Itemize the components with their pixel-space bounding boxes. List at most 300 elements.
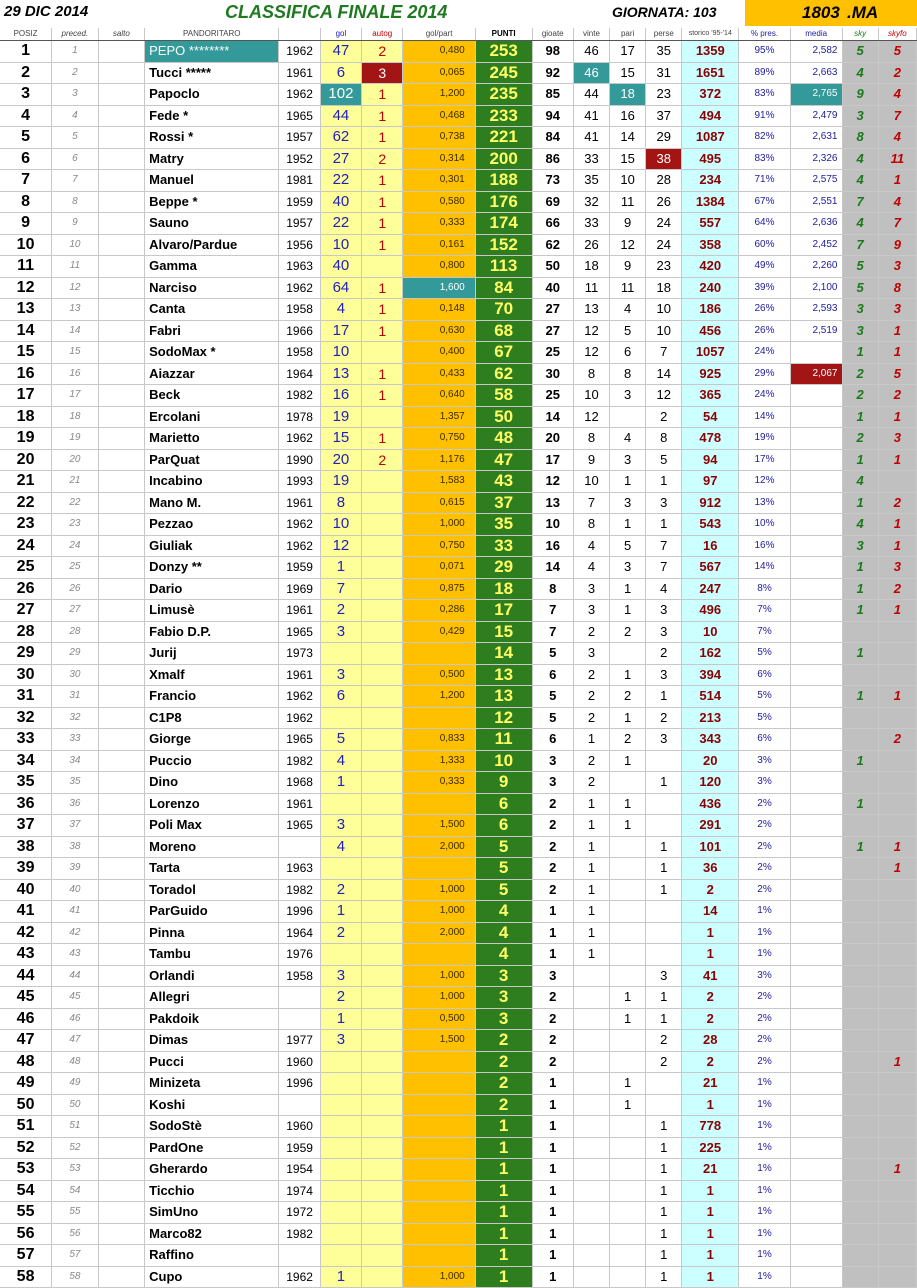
cell-perse: 29 bbox=[646, 127, 682, 149]
cell-pari: 17 bbox=[610, 41, 646, 63]
cell-autog bbox=[362, 600, 403, 622]
cell-giocate: 5 bbox=[532, 686, 573, 708]
cell-gol bbox=[320, 944, 361, 966]
cell-pres: 2% bbox=[739, 1030, 791, 1052]
cell-pos: 4 bbox=[0, 105, 52, 127]
cell-giocate: 1 bbox=[532, 944, 573, 966]
cell-prev: 5 bbox=[52, 127, 98, 149]
cell-vinte: 1 bbox=[573, 729, 609, 751]
cell-name: Xmalf bbox=[145, 664, 279, 686]
table-row bbox=[0, 793, 917, 815]
cell-sky: 1 bbox=[842, 449, 878, 471]
cell-sky bbox=[842, 901, 878, 923]
cell-gol-part: 0,071 bbox=[403, 557, 475, 579]
cell-year: 1959 bbox=[279, 557, 320, 579]
cell-vinte: 12 bbox=[573, 342, 609, 364]
cell-punti: 58 bbox=[475, 385, 532, 407]
cell-salto bbox=[98, 836, 144, 858]
cell-punti: 233 bbox=[475, 105, 532, 127]
cell-gol-part bbox=[403, 1116, 475, 1138]
cell-gol-part: 0,615 bbox=[403, 492, 475, 514]
matchday-label: GIORNATA: 103 bbox=[612, 4, 717, 20]
cell-pari: 1 bbox=[610, 471, 646, 493]
cell-skyfo: 1 bbox=[878, 1051, 916, 1073]
cell-year: 1958 bbox=[279, 342, 320, 364]
cell-sky bbox=[842, 621, 878, 643]
cell-autog: 1 bbox=[362, 277, 403, 299]
cell-gol bbox=[320, 1073, 361, 1095]
cell-pos: 44 bbox=[0, 965, 52, 987]
cell-storico: 36 bbox=[682, 858, 739, 880]
cell-year: 1962 bbox=[279, 84, 320, 106]
cell-sky: 9 bbox=[842, 84, 878, 106]
cell-giocate: 6 bbox=[532, 729, 573, 751]
cell-prev: 29 bbox=[52, 643, 98, 665]
table-row bbox=[0, 557, 917, 579]
cell-storico: 225 bbox=[682, 1137, 739, 1159]
cell-sky: 5 bbox=[842, 41, 878, 63]
cell-storico: 1384 bbox=[682, 191, 739, 213]
cell-skyfo: 1 bbox=[878, 1159, 916, 1181]
table-row bbox=[0, 1051, 917, 1073]
cell-pari bbox=[610, 643, 646, 665]
cell-storico: 2 bbox=[682, 1051, 739, 1073]
cell-sky: 2 bbox=[842, 428, 878, 450]
table-row bbox=[0, 1159, 917, 1181]
cell-gol-part bbox=[403, 707, 475, 729]
cell-storico: 912 bbox=[682, 492, 739, 514]
cell-autog: 1 bbox=[362, 363, 403, 385]
cell-pres: 82% bbox=[739, 127, 791, 149]
cell-skyfo: 4 bbox=[878, 191, 916, 213]
cell-autog: 1 bbox=[362, 385, 403, 407]
cell-skyfo: 1 bbox=[878, 535, 916, 557]
cell-skyfo bbox=[878, 965, 916, 987]
cell-year: 1959 bbox=[279, 191, 320, 213]
cell-gol-part: 0,875 bbox=[403, 578, 475, 600]
cell-skyfo: 1 bbox=[878, 686, 916, 708]
cell-year: 1962 bbox=[279, 514, 320, 536]
cell-pari: 10 bbox=[610, 170, 646, 192]
cell-media: 2,452 bbox=[790, 234, 842, 256]
cell-salto bbox=[98, 686, 144, 708]
cell-salto bbox=[98, 1245, 144, 1267]
cell-prev: 38 bbox=[52, 836, 98, 858]
cell-pos: 45 bbox=[0, 987, 52, 1009]
cell-giocate: 2 bbox=[532, 1008, 573, 1030]
cell-gol: 3 bbox=[320, 664, 361, 686]
cell-punti: 43 bbox=[475, 471, 532, 493]
cell-prev: 43 bbox=[52, 944, 98, 966]
table-row bbox=[0, 127, 917, 149]
cell-vinte bbox=[573, 1073, 609, 1095]
cell-perse: 7 bbox=[646, 557, 682, 579]
cell-year: 1965 bbox=[279, 105, 320, 127]
standings-table bbox=[0, 28, 917, 1288]
cell-autog bbox=[362, 256, 403, 278]
cell-perse: 10 bbox=[646, 299, 682, 321]
cell-sky bbox=[842, 1202, 878, 1224]
cell-prev: 33 bbox=[52, 729, 98, 751]
cell-sky bbox=[842, 729, 878, 751]
cell-pari bbox=[610, 1116, 646, 1138]
cell-giocate: 2 bbox=[532, 879, 573, 901]
cell-sky bbox=[842, 1008, 878, 1030]
cell-prev: 50 bbox=[52, 1094, 98, 1116]
cell-pari: 16 bbox=[610, 105, 646, 127]
cell-salto bbox=[98, 256, 144, 278]
cell-media: 2,519 bbox=[790, 320, 842, 342]
cell-prev: 3 bbox=[52, 84, 98, 106]
col-prev: preced. bbox=[52, 28, 98, 41]
cell-giocate: 30 bbox=[532, 363, 573, 385]
cell-punti: 3 bbox=[475, 1008, 532, 1030]
cell-skyfo: 4 bbox=[878, 84, 916, 106]
cell-prev: 52 bbox=[52, 1137, 98, 1159]
cell-media bbox=[790, 815, 842, 837]
cell-pres: 29% bbox=[739, 363, 791, 385]
cell-media bbox=[790, 901, 842, 923]
cell-perse: 3 bbox=[646, 621, 682, 643]
cell-sky bbox=[842, 664, 878, 686]
cell-gol: 4 bbox=[320, 750, 361, 772]
cell-prev: 6 bbox=[52, 148, 98, 170]
cell-perse: 23 bbox=[646, 256, 682, 278]
cell-gol: 17 bbox=[320, 320, 361, 342]
cell-punti: 176 bbox=[475, 191, 532, 213]
cell-gol-part bbox=[403, 793, 475, 815]
cell-autog: 1 bbox=[362, 299, 403, 321]
cell-punti: 2 bbox=[475, 1073, 532, 1095]
cell-giocate: 3 bbox=[532, 750, 573, 772]
table-row bbox=[0, 729, 917, 751]
cell-punti: 200 bbox=[475, 148, 532, 170]
cell-sky bbox=[842, 987, 878, 1009]
cell-pos: 43 bbox=[0, 944, 52, 966]
cell-perse: 2 bbox=[646, 707, 682, 729]
cell-prev: 44 bbox=[52, 965, 98, 987]
table-row bbox=[0, 148, 917, 170]
cell-vinte: 11 bbox=[573, 277, 609, 299]
cell-pari bbox=[610, 1245, 646, 1267]
cell-prev: 30 bbox=[52, 664, 98, 686]
cell-media bbox=[790, 385, 842, 407]
cell-prev: 31 bbox=[52, 686, 98, 708]
cell-punti: 1 bbox=[475, 1116, 532, 1138]
table-row bbox=[0, 492, 917, 514]
cell-pos: 38 bbox=[0, 836, 52, 858]
cell-autog bbox=[362, 1008, 403, 1030]
cell-gol bbox=[320, 1137, 361, 1159]
cell-pres: 16% bbox=[739, 535, 791, 557]
cell-salto bbox=[98, 1030, 144, 1052]
cell-perse: 1 bbox=[646, 1137, 682, 1159]
cell-sky bbox=[842, 1137, 878, 1159]
cell-pari: 1 bbox=[610, 750, 646, 772]
table-row bbox=[0, 342, 917, 364]
cell-storico: 372 bbox=[682, 84, 739, 106]
cell-perse bbox=[646, 750, 682, 772]
cell-year: 1962 bbox=[279, 686, 320, 708]
cell-punti: 245 bbox=[475, 62, 532, 84]
cell-year: 1965 bbox=[279, 621, 320, 643]
cell-autog: 2 bbox=[362, 449, 403, 471]
cell-punti: 62 bbox=[475, 363, 532, 385]
cell-pres: 8% bbox=[739, 578, 791, 600]
cell-vinte: 12 bbox=[573, 320, 609, 342]
cell-autog bbox=[362, 1137, 403, 1159]
cell-sky: 1 bbox=[842, 750, 878, 772]
cell-perse: 1 bbox=[646, 1223, 682, 1245]
cell-punti: 5 bbox=[475, 879, 532, 901]
cell-gol: 3 bbox=[320, 1030, 361, 1052]
cell-gol-part bbox=[403, 1202, 475, 1224]
cell-sky: 1 bbox=[842, 836, 878, 858]
cell-media bbox=[790, 342, 842, 364]
cell-skyfo bbox=[878, 815, 916, 837]
cell-pos: 14 bbox=[0, 320, 52, 342]
cell-vinte bbox=[573, 1180, 609, 1202]
cell-storico: 2 bbox=[682, 879, 739, 901]
cell-sky bbox=[842, 879, 878, 901]
cell-autog bbox=[362, 578, 403, 600]
cell-vinte: 8 bbox=[573, 514, 609, 536]
cell-name: Francio bbox=[145, 686, 279, 708]
cell-pos: 21 bbox=[0, 471, 52, 493]
cell-skyfo: 3 bbox=[878, 299, 916, 321]
cell-name: Toradol bbox=[145, 879, 279, 901]
cell-gol: 1 bbox=[320, 1008, 361, 1030]
cell-autog: 1 bbox=[362, 234, 403, 256]
cell-perse: 1 bbox=[646, 686, 682, 708]
cell-giocate: 1 bbox=[532, 1202, 573, 1224]
cell-year: 1976 bbox=[279, 944, 320, 966]
cell-vinte: 1 bbox=[573, 836, 609, 858]
cell-punti: 68 bbox=[475, 320, 532, 342]
cell-gol bbox=[320, 1245, 361, 1267]
cell-pari: 1 bbox=[610, 514, 646, 536]
table-row bbox=[0, 1137, 917, 1159]
cell-media bbox=[790, 600, 842, 622]
cell-autog bbox=[362, 1223, 403, 1245]
cell-pari: 11 bbox=[610, 191, 646, 213]
cell-pres: 2% bbox=[739, 793, 791, 815]
table-row bbox=[0, 1245, 917, 1267]
cell-year: 1961 bbox=[279, 492, 320, 514]
cell-storico: 495 bbox=[682, 148, 739, 170]
cell-salto bbox=[98, 41, 144, 63]
cell-punti: 6 bbox=[475, 815, 532, 837]
cell-punti: 3 bbox=[475, 965, 532, 987]
cell-pari: 12 bbox=[610, 234, 646, 256]
cell-media bbox=[790, 686, 842, 708]
cell-pos: 35 bbox=[0, 772, 52, 794]
cell-salto bbox=[98, 170, 144, 192]
cell-pari: 14 bbox=[610, 127, 646, 149]
cell-perse bbox=[646, 901, 682, 923]
cell-pos: 29 bbox=[0, 643, 52, 665]
cell-giocate: 2 bbox=[532, 815, 573, 837]
cell-punti: 1 bbox=[475, 1202, 532, 1224]
cell-salto bbox=[98, 1180, 144, 1202]
cell-skyfo: 2 bbox=[878, 578, 916, 600]
cell-pos: 40 bbox=[0, 879, 52, 901]
cell-name: Alvaro/Pardue bbox=[145, 234, 279, 256]
cell-prev: 42 bbox=[52, 922, 98, 944]
cell-name: Fede * bbox=[145, 105, 279, 127]
cell-vinte: 2 bbox=[573, 707, 609, 729]
cell-year: 1963 bbox=[279, 858, 320, 880]
cell-salto bbox=[98, 148, 144, 170]
cell-storico: 240 bbox=[682, 277, 739, 299]
cell-media bbox=[790, 449, 842, 471]
table-row bbox=[0, 643, 917, 665]
cell-gol: 1 bbox=[320, 772, 361, 794]
cell-name: Beck bbox=[145, 385, 279, 407]
cell-punti: 1 bbox=[475, 1180, 532, 1202]
cell-perse: 14 bbox=[646, 363, 682, 385]
cell-skyfo: 2 bbox=[878, 385, 916, 407]
cell-skyfo bbox=[878, 793, 916, 815]
cell-name: Poli Max bbox=[145, 815, 279, 837]
cell-gol: 1 bbox=[320, 901, 361, 923]
cell-skyfo bbox=[878, 1180, 916, 1202]
cell-autog bbox=[362, 1180, 403, 1202]
cell-vinte bbox=[573, 1051, 609, 1073]
cell-giocate: 1 bbox=[532, 1116, 573, 1138]
cell-perse: 2 bbox=[646, 1051, 682, 1073]
cell-vinte: 3 bbox=[573, 600, 609, 622]
cell-vinte: 2 bbox=[573, 621, 609, 643]
table-row bbox=[0, 428, 917, 450]
cell-prev: 41 bbox=[52, 901, 98, 923]
cell-sky: 1 bbox=[842, 492, 878, 514]
cell-sky bbox=[842, 922, 878, 944]
cell-pari: 3 bbox=[610, 492, 646, 514]
cell-prev: 9 bbox=[52, 213, 98, 235]
cell-prev: 4 bbox=[52, 105, 98, 127]
cell-year: 1962 bbox=[279, 41, 320, 63]
cell-pres: 7% bbox=[739, 600, 791, 622]
cell-pari bbox=[610, 1159, 646, 1181]
col-gol-part: gol/part bbox=[403, 28, 475, 41]
cell-gol-part: 1,000 bbox=[403, 1266, 475, 1288]
cell-name: Fabri bbox=[145, 320, 279, 342]
cell-sky: 4 bbox=[842, 213, 878, 235]
cell-gol: 13 bbox=[320, 363, 361, 385]
cell-gol: 4 bbox=[320, 836, 361, 858]
cell-perse bbox=[646, 1073, 682, 1095]
cell-storico: 1359 bbox=[682, 41, 739, 63]
cell-storico: 16 bbox=[682, 535, 739, 557]
col-gol: gol bbox=[320, 28, 361, 41]
col-name: PANDORITARO bbox=[145, 28, 279, 41]
cell-storico: 1087 bbox=[682, 127, 739, 149]
cell-autog bbox=[362, 858, 403, 880]
cell-pres: 14% bbox=[739, 406, 791, 428]
cell-media bbox=[790, 621, 842, 643]
cell-pos: 57 bbox=[0, 1245, 52, 1267]
cell-salto bbox=[98, 793, 144, 815]
cell-vinte: 44 bbox=[573, 84, 609, 106]
cell-punti: 47 bbox=[475, 449, 532, 471]
cell-gol-part: 0,468 bbox=[403, 105, 475, 127]
cell-sky: 1 bbox=[842, 793, 878, 815]
cell-punti: 188 bbox=[475, 170, 532, 192]
table-row bbox=[0, 600, 917, 622]
cell-gol-part: 0,640 bbox=[403, 385, 475, 407]
table-row bbox=[0, 965, 917, 987]
cell-sky: 3 bbox=[842, 320, 878, 342]
table-row bbox=[0, 41, 917, 63]
cell-storico: 358 bbox=[682, 234, 739, 256]
cell-pari: 1 bbox=[610, 1094, 646, 1116]
cell-gol-part: 1,000 bbox=[403, 965, 475, 987]
cell-name: Pakdoik bbox=[145, 1008, 279, 1030]
cell-sky bbox=[842, 772, 878, 794]
cell-pos: 58 bbox=[0, 1266, 52, 1288]
cell-name: Limusè bbox=[145, 600, 279, 622]
cell-pres: 6% bbox=[739, 664, 791, 686]
cell-vinte bbox=[573, 1094, 609, 1116]
cell-pos: 17 bbox=[0, 385, 52, 407]
table-row bbox=[0, 1094, 917, 1116]
cell-name: Pezzao bbox=[145, 514, 279, 536]
cell-media: 2,067 bbox=[790, 363, 842, 385]
cell-year: 1961 bbox=[279, 793, 320, 815]
cell-media bbox=[790, 729, 842, 751]
cell-gol bbox=[320, 1223, 361, 1245]
cell-pos: 34 bbox=[0, 750, 52, 772]
cell-gol-part: 0,630 bbox=[403, 320, 475, 342]
cell-perse: 37 bbox=[646, 105, 682, 127]
cell-autog: 1 bbox=[362, 105, 403, 127]
cell-media bbox=[790, 428, 842, 450]
cell-punti: 1 bbox=[475, 1266, 532, 1288]
cell-pari bbox=[610, 1180, 646, 1202]
cell-pres: 91% bbox=[739, 105, 791, 127]
cell-skyfo bbox=[878, 1245, 916, 1267]
cell-prev: 20 bbox=[52, 449, 98, 471]
cell-perse: 1 bbox=[646, 1245, 682, 1267]
cell-perse bbox=[646, 922, 682, 944]
cell-skyfo bbox=[878, 944, 916, 966]
cell-year: 1972 bbox=[279, 1202, 320, 1224]
cell-prev: 1 bbox=[52, 41, 98, 63]
cell-vinte: 8 bbox=[573, 428, 609, 450]
cell-gol-part: 2,000 bbox=[403, 836, 475, 858]
cell-skyfo bbox=[878, 1073, 916, 1095]
cell-perse: 1 bbox=[646, 836, 682, 858]
cell-punti: 37 bbox=[475, 492, 532, 514]
cell-sky: 7 bbox=[842, 234, 878, 256]
cell-gol-part: 1,000 bbox=[403, 987, 475, 1009]
cell-prev: 10 bbox=[52, 234, 98, 256]
cell-gol: 1 bbox=[320, 557, 361, 579]
cell-name: SodoStè bbox=[145, 1116, 279, 1138]
cell-sky: 3 bbox=[842, 535, 878, 557]
cell-media: 2,582 bbox=[790, 41, 842, 63]
cell-year: 1981 bbox=[279, 170, 320, 192]
cell-autog bbox=[362, 750, 403, 772]
cell-gol: 40 bbox=[320, 191, 361, 213]
cell-salto bbox=[98, 191, 144, 213]
cell-sky bbox=[842, 858, 878, 880]
cell-salto bbox=[98, 127, 144, 149]
cell-pres: 1% bbox=[739, 901, 791, 923]
cell-giocate: 40 bbox=[532, 277, 573, 299]
cell-gol: 6 bbox=[320, 62, 361, 84]
